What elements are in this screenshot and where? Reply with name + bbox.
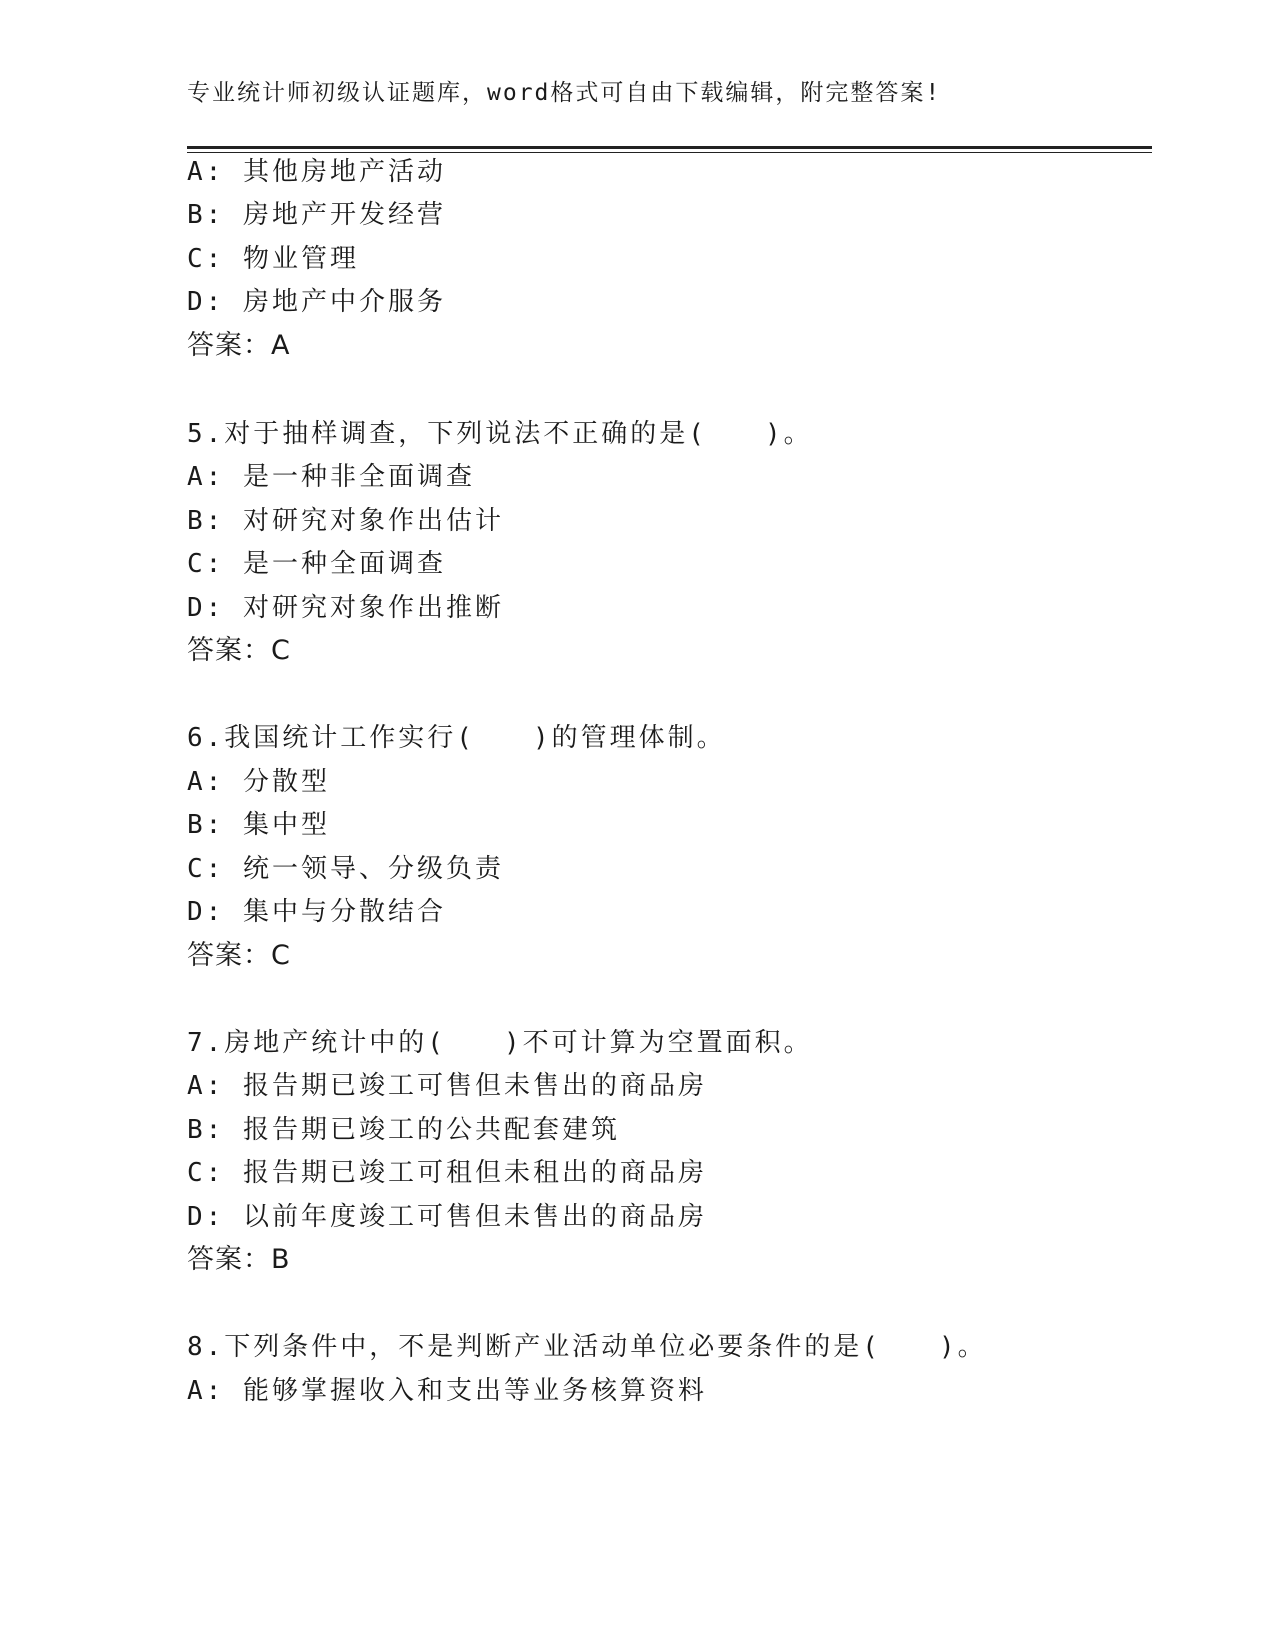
answer-line: 答案：C: [187, 940, 291, 971]
option-c: C: 是一种全面调查: [187, 549, 446, 579]
answer-line: 答案：C: [187, 635, 291, 666]
option-a: A: 其他房地产活动: [187, 157, 446, 187]
option-b: B: 对研究对象作出估计: [187, 506, 504, 536]
option-a: A: 报告期已竣工可售但未售出的商品房: [187, 1071, 707, 1101]
answer-line: 答案：A: [187, 330, 291, 361]
option-d: D: 以前年度竣工可售但未售出的商品房: [187, 1202, 707, 1232]
option-a: A: 能够掌握收入和支出等业务核算资料: [187, 1376, 707, 1406]
option-a: A: 分散型: [187, 767, 330, 797]
option-c: C: 统一领导、分级负责: [187, 854, 504, 884]
question-text: 7.房地产统计中的( )不可计算为空置面积。: [187, 1028, 813, 1058]
question-text: 6.我国统计工作实行( )的管理体制。: [187, 723, 726, 753]
header-divider: [187, 146, 1152, 149]
question-text: 8.下列条件中，不是判断产业活动单位必要条件的是( )。: [187, 1332, 987, 1362]
option-b: B: 房地产开发经营: [187, 200, 446, 230]
option-a: A: 是一种非全面调查: [187, 462, 475, 492]
answer-line: 答案：B: [187, 1244, 291, 1275]
option-c: C: 报告期已竣工可租但未租出的商品房: [187, 1158, 707, 1188]
question-text: 5.对于抽样调查，下列说法不正确的是( )。: [187, 419, 813, 449]
option-d: D: 房地产中介服务: [187, 287, 446, 317]
option-b: B: 报告期已竣工的公共配套建筑: [187, 1115, 620, 1145]
option-c: C: 物业管理: [187, 244, 359, 274]
option-d: D: 对研究对象作出推断: [187, 593, 504, 623]
page-header: 专业统计师初级认证题库，word格式可自由下载编辑，附完整答案!: [187, 80, 942, 106]
header-divider-thin: [187, 152, 1152, 153]
option-d: D: 集中与分散结合: [187, 897, 446, 927]
option-b: B: 集中型: [187, 810, 330, 840]
